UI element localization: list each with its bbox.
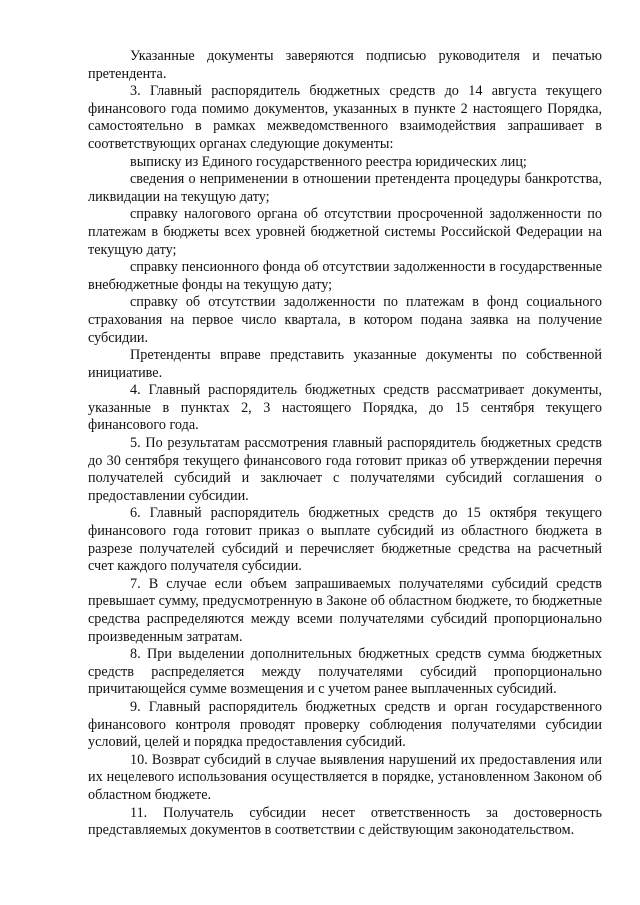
paragraph-social-insurance-certificate: справку об отсутствии задолженности по платежам в фонд социального страхования на первое число квартала, в котором подана заявка на получение субсидии. (88, 294, 602, 346)
paragraph-certification: Указанные документы заверяются подписью руководителя и печатью претендента. (88, 48, 602, 82)
paragraph-item-10: 10. Возврат субсидий в случае выявления нарушений их предоставления или их нецелевого использования осуществляется в порядке, установленном Законом об областном бюджете. (88, 751, 602, 803)
paragraph-item-7: 7. В случае если объем запрашиваемых получателями субсидий средств превышает сумму, предусмотренную в Законе об областном бюджете, то бюджетные средства распределяются между всеми получателями субсидий пропорционально произведенным затратам. (88, 575, 602, 645)
paragraph-item-5: 5. По результатам рассмотрения главный распорядитель бюджетных средств до 30 сентября текущего финансового года готовит приказ об утверждении перечня получателей субсидий и заключает с получателями субсидий соглашения о предоставлении субсидии. (88, 435, 602, 504)
paragraph-pension-certificate: справку пенсионного фонда об отсутствии задолженности в государственные внебюджетные фонды на текущую дату; (88, 259, 602, 293)
paragraph-item-8: 8. При выделении дополнительных бюджетных средств сумма бюджетных средств распределяется между получателями субсидий пропорционально причитающейся сумме возмещения и с учетом ранее выплаченных субсидий. (88, 646, 602, 698)
paragraph-registry-extract: выписку из Единого государственного реестра юридических лиц; (130, 153, 527, 170)
paragraph-item-11: 11. Получатель субсидии несет ответственность за достоверность представляемых документов в соответствии с действующим законодательством. (88, 804, 602, 839)
paragraph-item-4: 4. Главный распорядитель бюджетных средств рассматривает документы, указанные в пунктах 2, 3 настоящего Порядка, до 15 сентября текущего финансового года. (88, 382, 602, 434)
paragraph-item-3: 3. Главный распорядитель бюджетных средств до 14 августа текущего финансового года помимо документов, указанных в пункте 2 настоящего Порядка, самостоятельно в рамках межведомственного взаимодействия запрашивает в соответствующих органах следующие документы: (88, 83, 602, 152)
paragraph-tax-certificate: справку налогового органа об отсутствии просроченной задолженности по платежам в бюджеты всех уровней бюджетной системы Российской Федерации на текущую дату; (88, 206, 602, 258)
paragraph-bankruptcy-info: сведения о неприменении в отношении претендента процедуры банкротства, ликвидации на текущую дату; (88, 171, 602, 205)
paragraph-item-9: 9. Главный распорядитель бюджетных средств и орган государственного финансового контроля проводят проверку соблюдения получателями субсидии условий, целей и порядка предоставления субсидий. (88, 698, 602, 751)
paragraph-item-6: 6. Главный распорядитель бюджетных средств до 15 октября текущего финансового года готовит приказ о выплате субсидий из областного бюджета в разрезе получателей субсидий и перечисляет бюджетные средства на расчетный счет каждого получателя субсидии. (88, 505, 602, 575)
paragraph-own-initiative: Претенденты вправе представить указанные документы по собственной инициативе. (88, 347, 602, 381)
